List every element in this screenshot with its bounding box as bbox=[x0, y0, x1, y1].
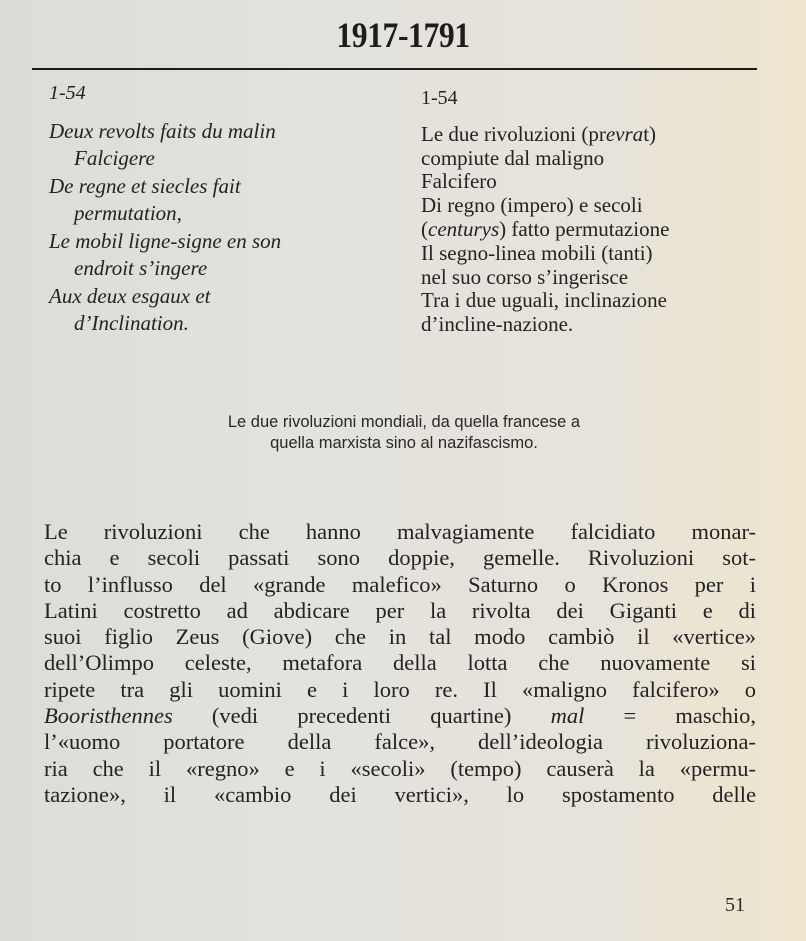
caption bbox=[130, 412, 678, 454]
translation-line: nel suo corso s’ingerisce bbox=[421, 264, 629, 289]
translation-line: Tra i due uguali, inclinazione bbox=[421, 288, 667, 313]
verse-line-main: Le mobil ligne-signe en son bbox=[49, 228, 282, 253]
title-rule bbox=[32, 68, 757, 70]
verse-line-continuation: permutation, bbox=[74, 201, 182, 225]
paragraph-line: ria che il «regno» e i «secoli» (tempo) causerà la «permu- bbox=[44, 755, 756, 781]
paragraph-line: chia e secoli passati sono doppie, gemelle. Rivoluzioni sot- bbox=[44, 545, 756, 571]
quatrain-translation bbox=[421, 87, 771, 337]
paragraph-text: = maschio, bbox=[584, 703, 756, 729]
translation-line: d’incline-nazione. bbox=[421, 312, 574, 337]
translation-line: Falcifero bbox=[421, 169, 497, 194]
page-title: 1917-1791 bbox=[336, 15, 470, 55]
paragraph-line: tazione», il «cambio dei vertici», lo spostamento delle bbox=[44, 781, 756, 807]
translation-text: Le due rivoluzioni (pr bbox=[421, 121, 606, 146]
paragraph-line: Le rivoluzioni che hanno malvagiamente falcidiato monar- bbox=[44, 519, 756, 544]
translation-italic-text: evra bbox=[605, 121, 644, 146]
translation-line bbox=[421, 218, 771, 242]
verse-line-continuation: d’Inclination. bbox=[74, 311, 189, 335]
translation-line: Di regno (impero) e secoli bbox=[421, 193, 643, 218]
translation-line: Il segno-linea mobili (tanti) bbox=[421, 240, 653, 265]
verse-line-main: De regne et siecles fait bbox=[49, 173, 241, 198]
paragraph-line: l’«uomo portatore della falce», dell’ideologia rivoluziona- bbox=[44, 729, 756, 755]
verse-line bbox=[49, 118, 409, 173]
verse-line bbox=[49, 283, 409, 338]
commentary-paragraph bbox=[44, 519, 756, 808]
quatrain-original bbox=[49, 80, 409, 338]
verse-line bbox=[49, 228, 409, 283]
italic-term: Booristhennes bbox=[44, 703, 173, 729]
quatrain-reference-translation: 1-54 bbox=[421, 87, 458, 109]
paragraph-line bbox=[44, 703, 756, 729]
paragraph-text: (vedi precedenti quartine) bbox=[172, 703, 551, 729]
verse-line-main: Aux deux esgaux et bbox=[49, 283, 211, 308]
verse-line-continuation: endroit s’ingere bbox=[74, 256, 208, 280]
translation-text: ) fatto permutazione bbox=[499, 216, 670, 241]
paragraph-line: suoi figlio Zeus (Giove) che in tal modo cambiò il «vertice» bbox=[44, 624, 756, 650]
paragraph-line: Latini costretto ad abdicare per la rivolta dei Giganti e di bbox=[44, 597, 756, 623]
translation-line bbox=[421, 123, 771, 147]
caption-line: Le due rivoluzioni mondiali, da quella francese a bbox=[227, 413, 581, 431]
paragraph-line: dell’Olimpo celeste, metafora della lotta che nuovamente si bbox=[44, 650, 756, 676]
translation-text: t) bbox=[643, 121, 657, 146]
verse-line-continuation: Falcigere bbox=[74, 146, 155, 170]
verse-line-main: Deux revolts faits du malin bbox=[49, 118, 276, 143]
translation-italic-text: centurys bbox=[428, 216, 500, 241]
verse-line bbox=[49, 173, 409, 228]
paragraph-line: to l’influsso del «grande malefico» Saturno o Kronos per i bbox=[44, 571, 756, 597]
page-number: 51 bbox=[725, 894, 745, 916]
caption-line: quella marxista sino al nazifascismo. bbox=[270, 434, 538, 452]
translation-text: ( bbox=[421, 216, 428, 241]
translation-line: compiute dal maligno bbox=[421, 145, 605, 170]
quatrain-reference-original: 1-54 bbox=[49, 82, 86, 104]
paragraph-line: ripete tra gli uomini e i loro re. Il «maligno falcifero» o bbox=[44, 676, 756, 702]
italic-term: mal bbox=[550, 703, 585, 729]
